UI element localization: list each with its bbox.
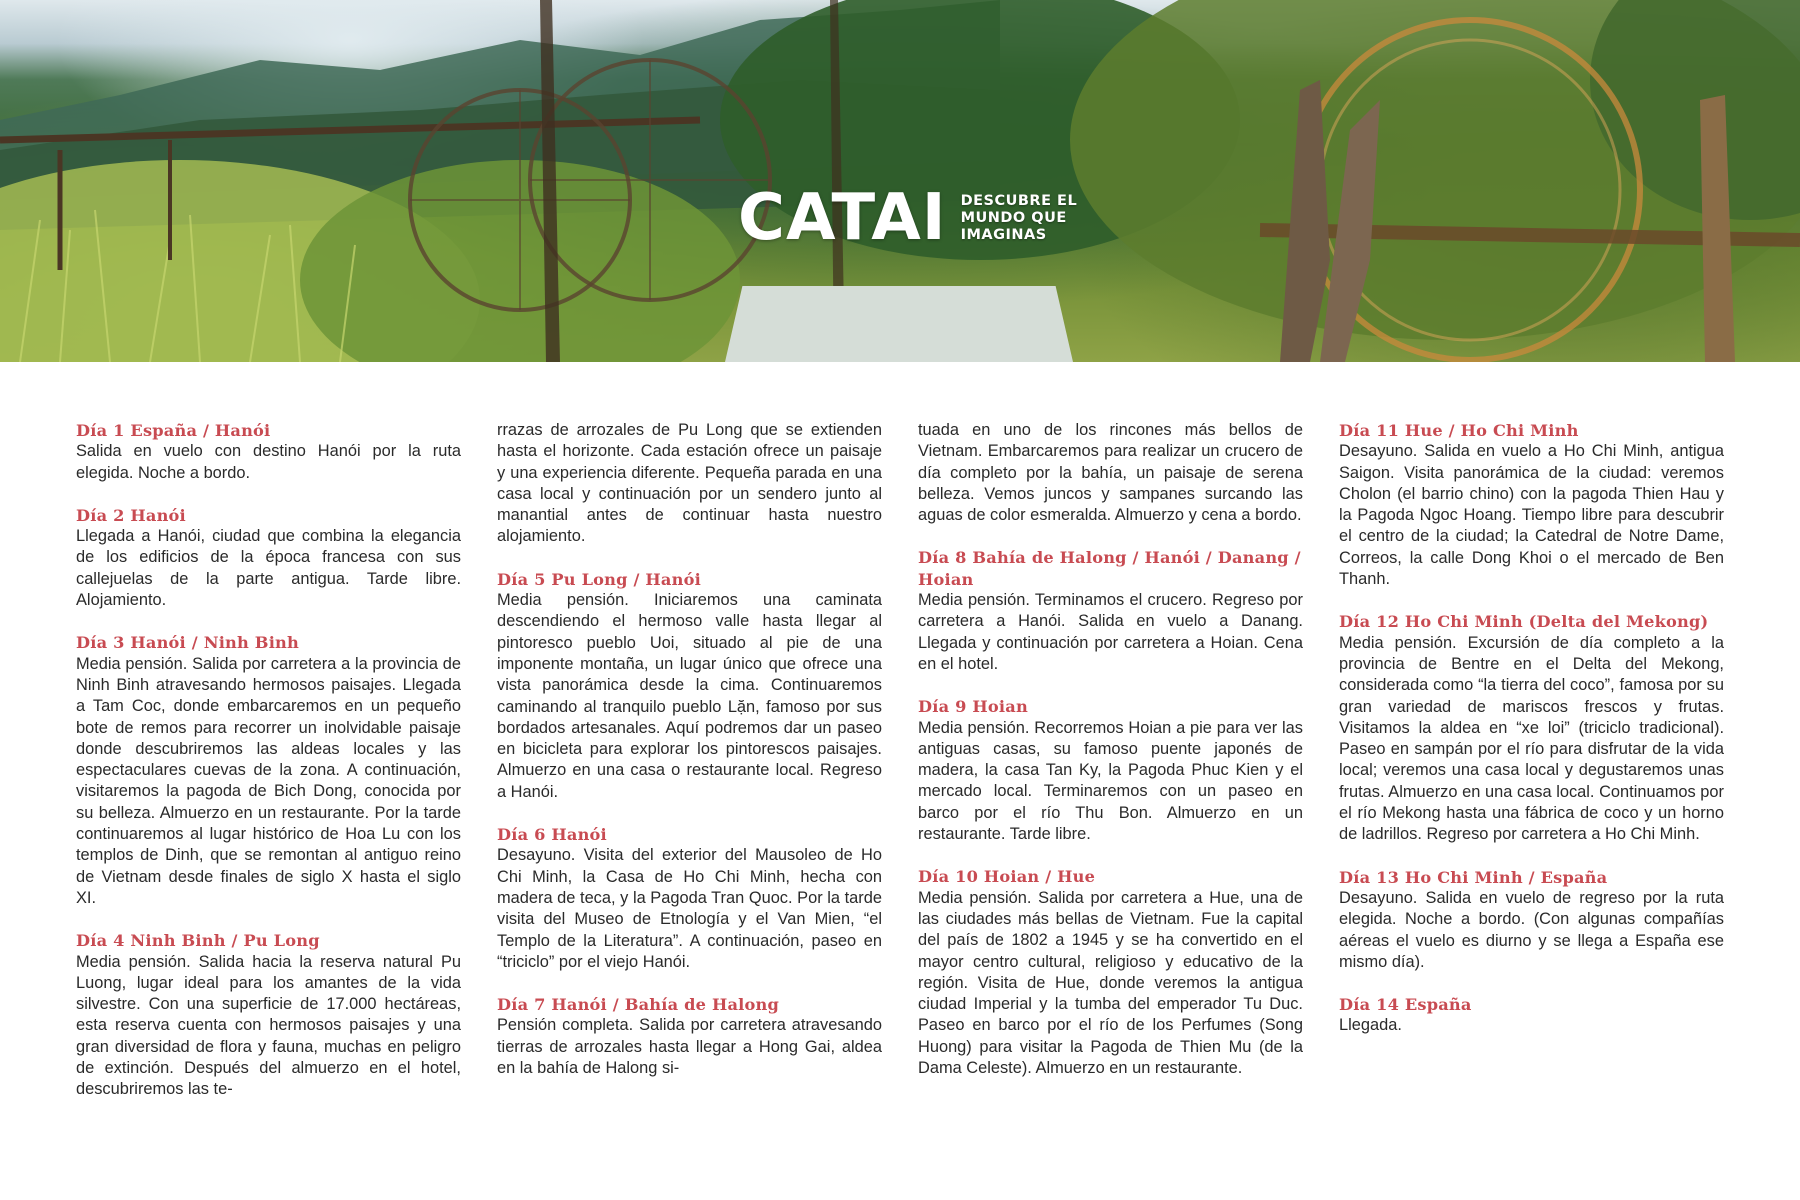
continuation-text: tuada en uno de los rincones más bellos de Vietnam. Embarcaremos para realizar un crucero de día completo por la bahía, un paisaje de serena belleza. Vemos juncos y sampanes surcando las aguas de color esmeralda. Almuerzo y cena a bordo.: [918, 421, 1303, 525]
day-title: Día 3 Hanói / Ninh Binh: [76, 633, 299, 653]
day-title: Día 9 Hoian: [918, 697, 1028, 717]
day-text: Media pensión. Salida por carretera a la provincia de Ninh Binh atravesando hermosos paisajes. Llegada a Tam Coc, donde embarcaremos en un pequeño bote de remos para recorrer un inolvidable paisaje donde descubriremos las aldeas locales y las espectaculares cuevas de la zona. A continuación, visitaremos la pagoda de Bich Dong, conocida por su belleza. Almuerzo en un restaurante. Por la tarde continuaremos al lugar histórico de Hoa Lu con los templos de Dinh, que se remontan al antiguo reino de Vietnam desde finales de siglo X hasta el siglo XI.: [76, 654, 461, 907]
day-entry: [918, 866, 1303, 1079]
day-entry: [1339, 867, 1724, 973]
day-entry: [1339, 611, 1724, 845]
day-title: Día 10 Hoian / Hue: [918, 867, 1096, 887]
day-entry: [1339, 994, 1724, 1037]
day-text: Media pensión. Recorremos Hoian a pie para ver las antiguas casas, su famoso puente japonés de madera, la casa Tan Ky, la Pagoda Phuc Kien y el mercado local. Terminaremos con un paseo en barco por el río Thu Bon. Almuerzo en un restaurante. Tarde libre.: [918, 718, 1303, 844]
day-entry: [918, 696, 1303, 845]
day-entry: [76, 505, 461, 611]
day-title: Día 7 Hanói / Bahía de Halong: [497, 995, 779, 1015]
day-text: Desayuno. Salida en vuelo de regreso por la ruta elegida. Noche a bordo. (Con algunas compañías aéreas el vuelo es diurno y se llega a España ese mismo día).: [1339, 888, 1724, 971]
day-title: Día 13 Ho Chi Minh / España: [1339, 867, 1608, 887]
day-text: Media pensión. Salida hacia la reserva natural Pu Luong, lugar ideal para los amantes de la vida silvestre. Con una superficie de 17.000 hectáreas, esta reserva cuenta con hermosos paisajes y una gran diversidad de flora y fauna, muchas en peligro de extinción. Después del almuerzo en el hotel, descubriremos las te-: [76, 952, 461, 1099]
day-text: Media pensión. Salida por carretera a Hue, una de las ciudades más bellas de Vietnam. Fue la capital del país de 1802 a 1945 y se ha convertido en el mayor centro cultural, religioso y educativo de la región. Visita de Hue, donde veremos la antigua ciudad Imperial y la tumba del emperador Tu Duc. Paseo en barco por el río de los Perfumes (Song Huong) para visitar la Pagoda de Thien Mu (de la Dama Celeste). Almuerzo en un restaurante.: [918, 888, 1303, 1078]
day-title: Día 14 España: [1339, 995, 1472, 1015]
day-text: Media pensión. Terminamos el crucero. Regreso por carretera a Hanói. Salida en vuelo a Danang. Llegada y continuación por carretera a Hoian. Cena en el hotel.: [918, 591, 1303, 673]
day-text: Media pensión. Excursión de día completo a la provincia de Bentre en el Delta del Mekong, considerada como “la tierra del coco”, famosa por su gran variedad de mariscos frescos y frutas. Visitamos la aldea en “xe loi” (triciclo tradicional). Paseo en sampán por el río para disfrutar de la vida local; veremos una casa local y degustaremos unas frutas. Almuerzo en una casa local. Continuamos por el río Mekong hasta una fábrica de coco y un horno de ladrillos. Regreso por carretera a Ho Chi Minh.: [1339, 633, 1724, 844]
day-entry: [1339, 420, 1724, 590]
day-title: Día 8 Bahía de Halong / Hanói / Danang / Hoian: [918, 548, 1301, 589]
day-title: Día 4 Ninh Binh / Pu Long: [76, 931, 320, 951]
day-text: Llegada a Hanói, ciudad que combina la elegancia de los edificios de la época francesa con sus callejuelas de la parte antigua. Tarde libre. Alojamiento.: [76, 527, 461, 610]
day-title: Día 6 Hanói: [497, 825, 607, 845]
itinerary-column-4: [1339, 420, 1724, 1058]
day-text: Salida en vuelo con destino Hanói por la ruta elegida. Noche a bordo.: [76, 442, 461, 482]
day-entry: [918, 547, 1303, 675]
logo-wordmark: CATAI: [738, 181, 947, 255]
day-text: Llegada.: [1339, 1016, 1402, 1035]
continuation-text: rrazas de arrozales de Pu Long que se extienden hasta el horizonte. Cada estación ofrece un paisaje y una experiencia diferente. Pequeña parada en una casa local y continuación por un sendero junto al manantial antes de continuar hasta nuestro alojamiento.: [497, 421, 882, 546]
day-entry: [497, 994, 882, 1079]
continuation-block: [918, 420, 1303, 526]
day-title: Día 1 España / Hanói: [76, 421, 271, 440]
itinerary-column-3: [918, 420, 1303, 1100]
day-entry: [497, 824, 882, 973]
day-entry: [76, 930, 461, 1100]
day-text: Desayuno. Visita del exterior del Mausoleo de Ho Chi Minh, la Casa de Ho Chi Minh, hecha con madera de teca, y la Pagoda Tran Quoc. Por la tarde visita del Museo de Etnología y el Van Mien, “el Templo de la Literatura”. A continuación, paseo en “triciclo” por el viejo Hanói.: [497, 846, 882, 971]
day-text: Media pensión. Iniciaremos una caminata descendiendo el hermoso valle hasta llegar al pintoresco pueblo Uoi, situado al pie de una imponente montaña, un lugar único que ofrece una vista panorámica desde la cima. Continuaremos caminando al tranquilo pueblo Lặn, famoso por sus bordados artesanales. Aquí podremos dar un paseo en bicicleta para explorar los pintorescos paisajes. Almuerzo en una casa o restaurante local. Regreso a Hanói.: [497, 591, 882, 801]
day-text: Desayuno. Salida en vuelo a Ho Chi Minh, antigua Saigon. Visita panorámica de la ciudad: veremos Cholon (el barrio chino) con la pagoda Thien Hau y la Pagoda Ngoc Hoang. Tiempo libre para descubrir el centro de la ciudad; la Catedral de Notre Dame, Correos, la calle Dong Khoi o el mercado de Ben Thanh.: [1339, 442, 1724, 589]
day-text: Pensión completa. Salida por carretera atravesando tierras de arrozales hasta llegar a Hong Gai, aldea en la bahía de Halong si-: [497, 1016, 882, 1078]
tagline-line-2: MUNDO QUE: [960, 209, 1067, 226]
continuation-block: [497, 420, 882, 548]
day-title: Día 12 Ho Chi Minh (Delta del Mekong): [1339, 612, 1709, 632]
tagline-line-1: DESCUBRE EL: [960, 192, 1078, 209]
tagline-line-3: IMAGINAS: [960, 226, 1047, 243]
day-entry: [76, 420, 461, 484]
itinerary-column-1: [76, 420, 461, 1122]
itinerary-column-2: [497, 420, 882, 1100]
day-entry: [497, 569, 882, 803]
day-entry: [76, 632, 461, 909]
day-title: Día 2 Hanói: [76, 505, 186, 525]
day-title: Día 11 Hue / Ho Chi Minh: [1339, 421, 1579, 440]
day-title: Día 5 Pu Long / Hanói: [497, 569, 701, 589]
